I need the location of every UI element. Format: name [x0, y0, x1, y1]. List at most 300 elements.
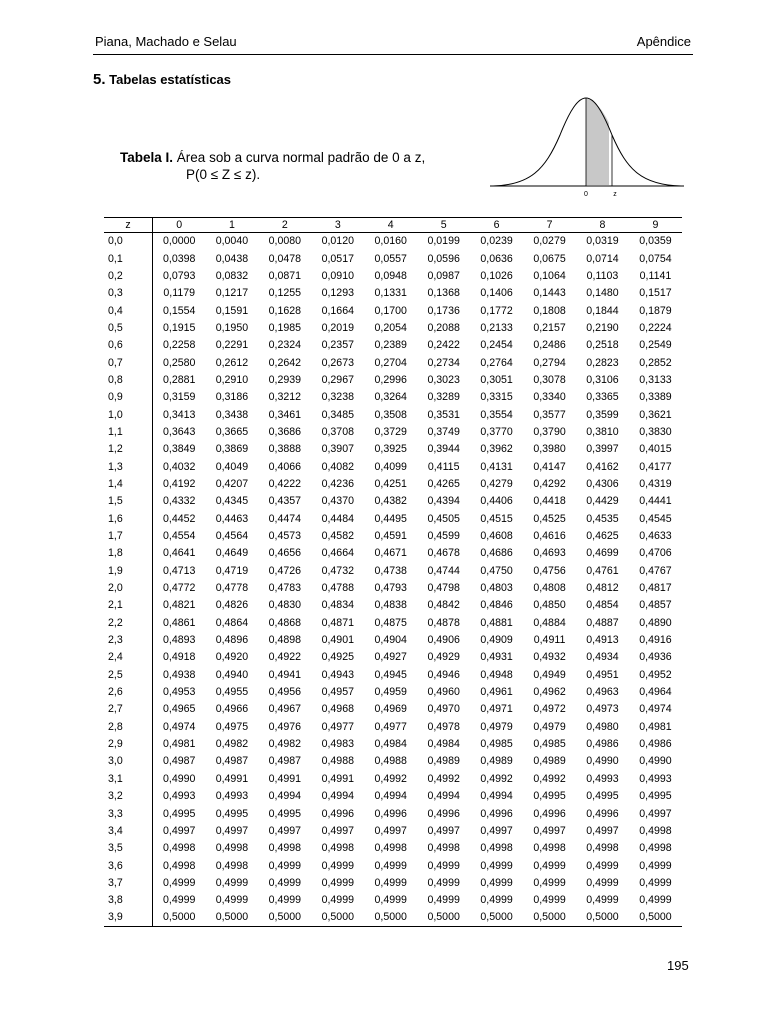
- z-value-cell: 3,0: [104, 753, 153, 770]
- probability-cell: 0,4994: [427, 790, 460, 803]
- z-value-cell: 1,5: [104, 493, 153, 510]
- probability-cell: 0,4981: [163, 738, 196, 751]
- probability-cell: 0,3925: [374, 443, 407, 456]
- probability-cell: 0,3944: [427, 443, 460, 456]
- z-value-cell: 3,4: [104, 822, 153, 839]
- probability-cell: 0,4332: [163, 495, 196, 508]
- section-number: 5.: [93, 71, 106, 88]
- probability-cell: 0,2881: [163, 373, 196, 386]
- table-row: [104, 441, 682, 458]
- probability-cell: 0,4999: [268, 859, 302, 872]
- probability-cell: 0,0199: [427, 235, 460, 248]
- probability-cell: 0,2422: [427, 339, 460, 352]
- probability-cell: 0,3186: [215, 391, 249, 404]
- probability-cell: 0,4678: [427, 547, 460, 560]
- probability-cell: 0,4192: [163, 477, 196, 490]
- probability-cell: 0,4798: [427, 582, 460, 595]
- z-value-cell: 1,4: [104, 475, 153, 492]
- probability-cell: 0,4999: [586, 876, 619, 889]
- probability-cell: 0,0517: [321, 252, 354, 265]
- probability-cell: 0,4997: [639, 807, 672, 820]
- probability-cell: 0,4972: [533, 703, 566, 716]
- probability-cell: 0,4986: [639, 738, 672, 751]
- probability-cell: 0,4999: [163, 894, 196, 907]
- probability-cell: 0,5000: [258, 909, 311, 926]
- probability-cell: 0,3078: [533, 373, 566, 386]
- probability-cell: 0,4946: [427, 668, 460, 681]
- probability-cell: 0,3962: [480, 443, 513, 456]
- probability-cell: 0,2794: [533, 356, 566, 369]
- probability-cell: 0,4878: [427, 616, 460, 629]
- column-header: 5: [417, 218, 470, 233]
- z-value-cell: 0,9: [104, 389, 153, 406]
- probability-cell: 0,0596: [427, 252, 460, 265]
- probability-cell: 0,3315: [480, 391, 513, 404]
- probability-cell: 0,3389: [639, 391, 672, 404]
- probability-cell: 0,5000: [470, 909, 523, 926]
- probability-cell: 0,1879: [639, 304, 672, 317]
- probability-cell: 0,2088: [427, 321, 460, 334]
- probability-cell: 0,4999: [586, 859, 619, 872]
- probability-cell: 0,4996: [533, 807, 566, 820]
- z-value-cell: 2,8: [104, 718, 153, 735]
- z-value-cell: 3,6: [104, 857, 153, 874]
- probability-cell: 0,4999: [374, 894, 407, 907]
- probability-cell: 0,4854: [586, 599, 619, 612]
- table-row: [104, 909, 682, 926]
- probability-cell: 0,4999: [427, 894, 460, 907]
- probability-cell: 0,4999: [639, 894, 672, 907]
- probability-cell: 0,4978: [427, 720, 460, 733]
- z-value-cell: 3,7: [104, 874, 153, 891]
- probability-cell: 0,4970: [427, 703, 460, 716]
- probability-cell: 0,4927: [374, 651, 407, 664]
- probability-cell: 0,4994: [268, 790, 302, 803]
- probability-cell: 0,4505: [427, 512, 460, 525]
- probability-cell: 0,4971: [480, 703, 513, 716]
- probability-cell: 0,4941: [268, 668, 302, 681]
- probability-cell: 0,1772: [480, 304, 513, 317]
- probability-cell: 0,4989: [427, 755, 460, 768]
- probability-cell: 0,4990: [639, 755, 672, 768]
- probability-cell: 0,4998: [268, 842, 302, 855]
- table-row: [104, 267, 682, 284]
- probability-cell: 0,1026: [480, 269, 513, 282]
- probability-cell: 0,4207: [215, 477, 249, 490]
- probability-cell: 0,2190: [586, 321, 619, 334]
- table-row: [104, 840, 682, 857]
- probability-cell: 0,4582: [321, 530, 354, 543]
- probability-cell: 0,3810: [586, 425, 619, 438]
- probability-cell: 0,4968: [321, 703, 354, 716]
- probability-cell: 0,4998: [427, 842, 460, 855]
- table-row: [104, 250, 682, 267]
- probability-cell: 0,4997: [533, 824, 566, 837]
- z-value-cell: 2,9: [104, 735, 153, 752]
- probability-cell: 0,4960: [427, 686, 460, 699]
- probability-cell: 0,5000: [153, 909, 206, 926]
- probability-cell: 0,4767: [639, 564, 672, 577]
- probability-cell: 0,4969: [374, 703, 407, 716]
- probability-cell: 0,4993: [639, 772, 672, 785]
- caption-text: Área sob a curva normal padrão de 0 a z,: [176, 150, 426, 165]
- probability-cell: 0,4545: [639, 512, 672, 525]
- probability-cell: 0,1368: [427, 287, 460, 300]
- probability-cell: 0,4997: [586, 824, 619, 837]
- probability-cell: 0,4115: [427, 460, 460, 473]
- table-row: [104, 874, 682, 891]
- z-value-cell: 1,0: [104, 406, 153, 423]
- probability-cell: 0,4963: [586, 686, 619, 699]
- probability-cell: 0,4985: [480, 738, 513, 751]
- probability-cell: 0,1591: [215, 304, 249, 317]
- probability-cell: 0,4906: [427, 634, 460, 647]
- probability-cell: 0,2612: [215, 356, 249, 369]
- probability-cell: 0,4999: [480, 876, 513, 889]
- z-value-cell: 0,5: [104, 319, 153, 336]
- table-row: [104, 354, 682, 371]
- probability-cell: 0,4812: [586, 582, 619, 595]
- z-label: z: [613, 191, 617, 198]
- probability-cell: 0,2486: [533, 339, 566, 352]
- probability-cell: 0,4131: [480, 460, 513, 473]
- probability-cell: 0,2157: [533, 321, 566, 334]
- probability-cell: 0,4887: [586, 616, 619, 629]
- probability-cell: 0,4649: [215, 547, 249, 560]
- probability-cell: 0,0319: [586, 235, 619, 248]
- table-row: [104, 423, 682, 440]
- table-row: [104, 302, 682, 319]
- probability-cell: 0,4999: [639, 859, 672, 872]
- probability-cell: 0,1103: [586, 269, 619, 282]
- probability-cell: 0,3577: [533, 408, 566, 421]
- column-header: 4: [364, 218, 417, 233]
- probability-cell: 0,4826: [215, 599, 249, 612]
- probability-cell: 0,4945: [374, 668, 407, 681]
- probability-cell: 0,4966: [215, 703, 249, 716]
- probability-cell: 0,4890: [639, 616, 672, 629]
- probability-cell: 0,4956: [268, 686, 302, 699]
- probability-cell: 0,4817: [639, 582, 672, 595]
- probability-cell: 0,4992: [480, 772, 513, 785]
- probability-cell: 0,4999: [321, 859, 354, 872]
- probability-cell: 0,3599: [586, 408, 619, 421]
- table-row: [104, 493, 682, 510]
- probability-cell: 0,3485: [321, 408, 354, 421]
- probability-cell: 0,4961: [480, 686, 513, 699]
- probability-cell: 0,4913: [586, 634, 619, 647]
- table-row: [104, 475, 682, 492]
- probability-cell: 0,3849: [163, 443, 196, 456]
- probability-cell: 0,0675: [533, 252, 566, 265]
- probability-cell: 0,0714: [586, 252, 619, 265]
- probability-cell: 0,1141: [639, 269, 672, 282]
- table-row: [104, 389, 682, 406]
- probability-cell: 0,0478: [268, 252, 302, 265]
- probability-cell: 0,4965: [163, 703, 196, 716]
- probability-cell: 0,4625: [586, 530, 619, 543]
- probability-cell: 0,4418: [533, 495, 566, 508]
- probability-cell: 0,4761: [586, 564, 619, 577]
- probability-cell: 0,4979: [480, 720, 513, 733]
- probability-cell: 0,4495: [374, 512, 407, 525]
- probability-cell: 0,4973: [586, 703, 619, 716]
- column-header: 9: [629, 218, 682, 233]
- probability-cell: 0,0793: [163, 269, 196, 282]
- table-row: [104, 857, 682, 874]
- probability-cell: 0,5000: [417, 909, 470, 926]
- probability-cell: 0,4998: [321, 842, 354, 855]
- table-body: [104, 233, 682, 927]
- probability-cell: 0,1628: [268, 304, 302, 317]
- probability-cell: 0,4916: [639, 634, 672, 647]
- probability-cell: 0,4984: [427, 738, 460, 751]
- probability-cell: 0,4995: [215, 807, 249, 820]
- probability-cell: 0,4932: [533, 651, 566, 664]
- probability-cell: 0,4099: [374, 460, 407, 473]
- probability-cell: 0,0438: [215, 252, 249, 265]
- probability-cell: 0,4808: [533, 582, 566, 595]
- probability-cell: 0,4756: [533, 564, 566, 577]
- probability-cell: 0,0000: [163, 235, 196, 248]
- probability-cell: 0,4998: [163, 842, 196, 855]
- probability-cell: 0,4998: [163, 859, 196, 872]
- table-row: [104, 371, 682, 388]
- probability-cell: 0,4778: [215, 582, 249, 595]
- table-row: [104, 770, 682, 787]
- table-row: [104, 545, 682, 562]
- probability-cell: 0,4744: [427, 564, 460, 577]
- probability-cell: 0,4985: [533, 738, 566, 751]
- probability-cell: 0,4987: [163, 755, 196, 768]
- probability-cell: 0,4846: [480, 599, 513, 612]
- table-row: [104, 788, 682, 805]
- probability-cell: 0,1664: [321, 304, 354, 317]
- probability-cell: 0,4994: [374, 790, 407, 803]
- probability-cell: 0,4998: [586, 842, 619, 855]
- probability-cell: 0,0987: [427, 269, 460, 282]
- table-row: [104, 666, 682, 683]
- probability-cell: 0,0359: [639, 235, 672, 248]
- probability-cell: 0,1480: [586, 287, 619, 300]
- probability-cell: 0,3508: [374, 408, 407, 421]
- probability-cell: 0,3106: [586, 373, 619, 386]
- table-row: [104, 458, 682, 475]
- probability-cell: 0,4999: [268, 876, 302, 889]
- probability-cell: 0,4994: [321, 790, 354, 803]
- probability-cell: 0,4998: [215, 842, 249, 855]
- z-value-cell: 2,2: [104, 614, 153, 631]
- probability-cell: 0,4838: [374, 599, 407, 612]
- probability-cell: 0,2910: [215, 373, 249, 386]
- probability-cell: 0,4177: [639, 460, 672, 473]
- table-row: [104, 805, 682, 822]
- probability-cell: 0,4918: [163, 651, 196, 664]
- probability-cell: 0,2642: [268, 356, 302, 369]
- probability-cell: 0,1950: [215, 321, 249, 334]
- probability-cell: 0,4974: [639, 703, 672, 716]
- probability-cell: 0,2549: [639, 339, 672, 352]
- probability-cell: 0,4015: [639, 443, 672, 456]
- section-title-text: Tabelas estatísticas: [109, 72, 232, 87]
- probability-cell: 0,4868: [268, 616, 302, 629]
- probability-cell: 0,4995: [163, 807, 196, 820]
- probability-cell: 0,2704: [374, 356, 407, 369]
- probability-cell: 0,3686: [268, 425, 302, 438]
- probability-cell: 0,4982: [215, 738, 249, 751]
- probability-cell: 0,3888: [268, 443, 302, 456]
- probability-cell: 0,2734: [427, 356, 460, 369]
- probability-cell: 0,2996: [374, 373, 407, 386]
- probability-cell: 0,1443: [533, 287, 566, 300]
- probability-cell: 0,4664: [321, 547, 354, 560]
- probability-cell: 0,1179: [163, 287, 196, 300]
- probability-cell: 0,4999: [427, 876, 460, 889]
- z-value-cell: 1,6: [104, 510, 153, 527]
- probability-cell: 0,1844: [586, 304, 619, 317]
- probability-cell: 0,2258: [163, 339, 196, 352]
- probability-cell: 0,4898: [268, 634, 302, 647]
- probability-cell: 0,0557: [374, 252, 407, 265]
- probability-cell: 0,4236: [321, 477, 354, 490]
- probability-cell: 0,4719: [215, 564, 249, 577]
- probability-cell: 0,1915: [163, 321, 196, 334]
- probability-cell: 0,4732: [321, 564, 354, 577]
- probability-cell: 0,4980: [586, 720, 619, 733]
- probability-cell: 0,2454: [480, 339, 513, 352]
- probability-cell: 0,4993: [586, 772, 619, 785]
- probability-cell: 0,4834: [321, 599, 354, 612]
- probability-cell: 0,2324: [268, 339, 302, 352]
- probability-cell: 0,3621: [639, 408, 672, 421]
- table-row: [104, 597, 682, 614]
- probability-cell: 0,4981: [639, 720, 672, 733]
- probability-cell: 0,4429: [586, 495, 619, 508]
- probability-cell: 0,4982: [268, 738, 302, 751]
- probability-cell: 0,4671: [374, 547, 407, 560]
- probability-cell: 0,4999: [321, 894, 354, 907]
- probability-cell: 0,4997: [163, 824, 196, 837]
- probability-cell: 0,1808: [533, 304, 566, 317]
- probability-cell: 0,4955: [215, 686, 249, 699]
- column-header: 6: [470, 218, 523, 233]
- probability-cell: 0,2967: [321, 373, 354, 386]
- probability-cell: 0,5000: [576, 909, 629, 926]
- probability-cell: 0,4992: [427, 772, 460, 785]
- probability-cell: 0,3729: [374, 425, 407, 438]
- probability-cell: 0,4357: [268, 495, 302, 508]
- probability-cell: 0,4943: [321, 668, 354, 681]
- probability-cell: 0,4925: [321, 651, 354, 664]
- probability-cell: 0,4992: [374, 772, 407, 785]
- table-row: [104, 649, 682, 666]
- probability-cell: 0,3212: [268, 391, 302, 404]
- header-section: Apêndice: [636, 34, 691, 49]
- probability-cell: 0,5000: [311, 909, 364, 926]
- probability-cell: 0,4573: [268, 530, 302, 543]
- probability-cell: 0,1517: [639, 287, 672, 300]
- probability-cell: 0,4999: [427, 859, 460, 872]
- probability-cell: 0,4394: [427, 495, 460, 508]
- probability-cell: 0,2852: [639, 356, 672, 369]
- probability-cell: 0,4998: [639, 824, 672, 837]
- probability-cell: 0,4922: [268, 651, 302, 664]
- z-value-cell: 0,2: [104, 267, 153, 284]
- probability-cell: 0,4993: [215, 790, 249, 803]
- probability-cell: 0,4999: [480, 894, 513, 907]
- probability-cell: 0,3997: [586, 443, 619, 456]
- probability-cell: 0,4999: [215, 894, 249, 907]
- probability-cell: 0,4066: [268, 460, 302, 473]
- probability-cell: 0,4998: [480, 842, 513, 855]
- probability-cell: 0,1064: [533, 269, 566, 282]
- probability-cell: 0,4992: [533, 772, 566, 785]
- probability-cell: 0,4909: [480, 634, 513, 647]
- table-row: [104, 753, 682, 770]
- probability-cell: 0,4979: [533, 720, 566, 733]
- table-row: [104, 285, 682, 302]
- probability-cell: 0,4382: [374, 495, 407, 508]
- probability-cell: 0,4999: [480, 859, 513, 872]
- z-value-cell: 0,1: [104, 250, 153, 267]
- probability-cell: 0,4554: [163, 530, 196, 543]
- probability-cell: 0,4938: [163, 668, 196, 681]
- probability-cell: 0,4962: [533, 686, 566, 699]
- probability-cell: 0,2224: [639, 321, 672, 334]
- probability-cell: 0,4997: [427, 824, 460, 837]
- probability-cell: 0,4936: [639, 651, 672, 664]
- probability-cell: 0,4896: [215, 634, 249, 647]
- probability-cell: 0,2133: [480, 321, 513, 334]
- probability-cell: 0,0910: [321, 269, 354, 282]
- z-value-cell: 3,1: [104, 770, 153, 787]
- probability-cell: 0,5000: [629, 909, 682, 926]
- probability-cell: 0,1217: [215, 287, 249, 300]
- probability-cell: 0,3264: [374, 391, 407, 404]
- probability-cell: 0,4977: [374, 720, 407, 733]
- probability-cell: 0,4987: [268, 755, 302, 768]
- probability-cell: 0,4951: [586, 668, 619, 681]
- probability-cell: 0,0871: [268, 269, 302, 282]
- probability-cell: 0,3790: [533, 425, 566, 438]
- probability-cell: 0,4864: [215, 616, 249, 629]
- probability-cell: 0,4319: [639, 477, 672, 490]
- probability-cell: 0,4998: [374, 842, 407, 855]
- probability-cell: 0,4803: [480, 582, 513, 595]
- probability-cell: 0,3907: [321, 443, 354, 456]
- z-value-cell: 0,3: [104, 285, 153, 302]
- z-column-header: z: [104, 218, 153, 233]
- probability-cell: 0,0754: [639, 252, 672, 265]
- probability-cell: 0,4996: [480, 807, 513, 820]
- z-value-cell: 2,3: [104, 631, 153, 648]
- probability-cell: 0,4599: [427, 530, 460, 543]
- probability-cell: 0,3051: [480, 373, 513, 386]
- z-value-cell: 2,1: [104, 597, 153, 614]
- probability-cell: 0,3749: [427, 425, 460, 438]
- probability-cell: 0,4996: [427, 807, 460, 820]
- probability-cell: 0,4535: [586, 512, 619, 525]
- probability-cell: 0,4772: [163, 582, 196, 595]
- table-row: [104, 562, 682, 579]
- z-value-cell: 0,7: [104, 354, 153, 371]
- probability-cell: 0,3238: [321, 391, 354, 404]
- z-value-cell: 1,9: [104, 562, 153, 579]
- probability-cell: 0,4591: [374, 530, 407, 543]
- probability-cell: 0,4948: [480, 668, 513, 681]
- probability-cell: 0,4999: [163, 876, 196, 889]
- probability-cell: 0,4306: [586, 477, 619, 490]
